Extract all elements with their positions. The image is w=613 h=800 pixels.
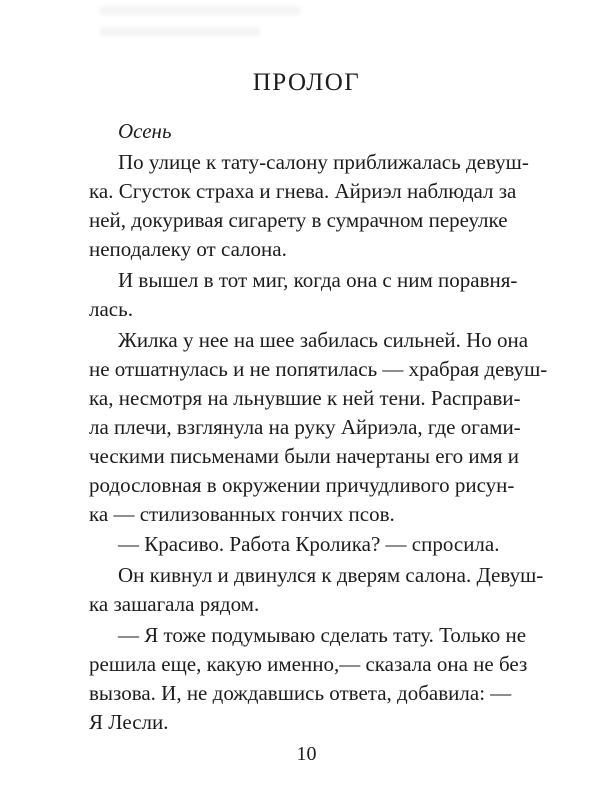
body-line: неподалеку от салона. <box>89 237 287 261</box>
body-line: лась. <box>89 297 133 321</box>
page-number: 10 <box>296 743 317 765</box>
body-line: ла плечи, взглянула на руку Айриэла, где огами- <box>89 415 521 439</box>
body-line: — Красиво. Работа Кролика? — спросила. <box>118 532 500 556</box>
body-line: ка. Сгусток страха и гнева. Айриэл наблюдал за <box>89 179 517 203</box>
bleed-through-text <box>100 6 320 54</box>
body-line: решила еще, какую именно,— сказала она не без <box>89 652 528 676</box>
body-line: не отшатнулась и не попятилась — храбрая девуш- <box>89 357 548 381</box>
body-line: Я Лесли. <box>89 710 169 734</box>
body-line: Жилка у нее на шее забилась сильней. Но она <box>118 328 529 352</box>
section-subheading: Осень <box>118 119 172 143</box>
body-line: ка — стилизованных гончих псов. <box>89 502 395 526</box>
body-line: ческими письменами были начертаны его имя и <box>89 444 520 468</box>
body-line: Он кивнул и двинулся к дверям салона. Девуш- <box>118 563 544 587</box>
body-line: ка зашагала рядом. <box>89 592 260 616</box>
body-line: По улице к тату-салону приближалась девуш- <box>118 150 529 174</box>
body-line: родословная в окружении причудливого рисун- <box>89 473 515 497</box>
body-line: ка, несмотря на льнувшие к ней тени. Расправи- <box>89 386 521 410</box>
body-line: — Я тоже подумываю сделать тату. Только не <box>118 623 527 647</box>
body-line: вызова. И, не дождавшись ответа, добавила: — <box>89 681 512 705</box>
chapter-title: ПРОЛОГ <box>252 69 361 96</box>
body-line: ней, докуривая сигарету в сумрачном переулке <box>89 208 508 232</box>
body-line: И вышел в тот миг, когда она с ним поравня- <box>118 268 518 292</box>
